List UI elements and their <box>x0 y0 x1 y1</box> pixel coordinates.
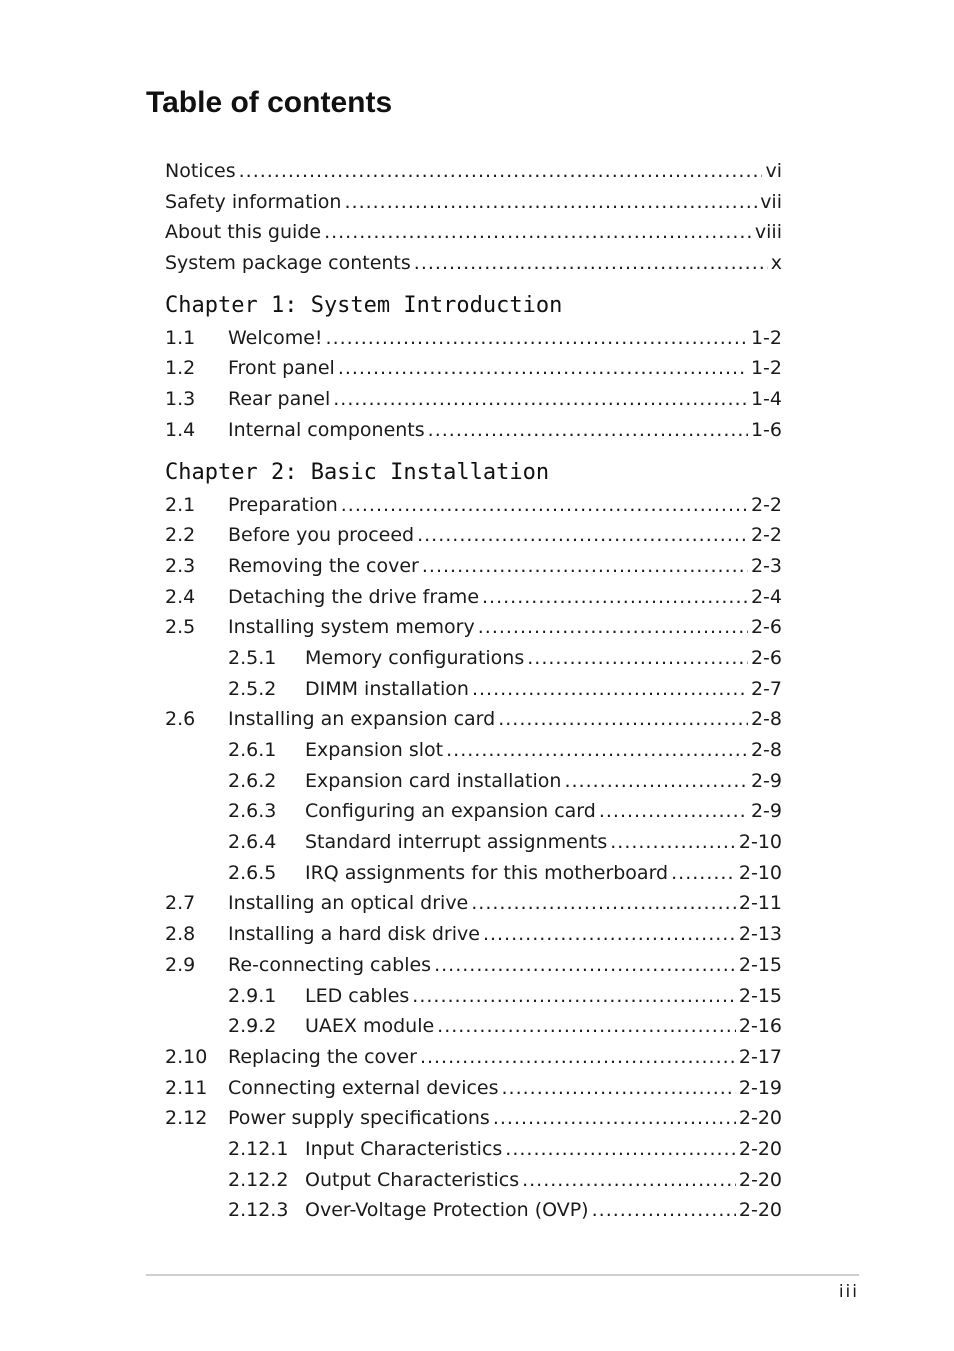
toc-entry-page: 2-8 <box>750 708 782 731</box>
toc-entry[interactable] <box>165 1165 782 1196</box>
toc-entry-title: Over-Voltage Protection (OVP) <box>305 1199 589 1222</box>
toc-entry-title: Internal components <box>228 418 425 441</box>
toc-entry[interactable] <box>165 612 782 643</box>
toc-entry-title: Before you proceed <box>228 524 415 547</box>
toc-entry-page: 2-13 <box>738 923 782 946</box>
toc-entry[interactable] <box>165 248 782 279</box>
toc-entry[interactable] <box>165 582 782 613</box>
toc-entry[interactable] <box>165 1042 782 1073</box>
toc-entry-number: 2.1 <box>165 493 196 516</box>
toc-entry-number: 2.6.4 <box>228 831 277 854</box>
toc-entry-number: 2.5 <box>165 616 196 639</box>
toc-entry-page: 2-2 <box>750 524 782 547</box>
toc-entry-number: 2.4 <box>165 585 196 608</box>
toc-entry-number: 2.8 <box>165 923 196 946</box>
toc-entry[interactable] <box>165 353 782 384</box>
dot-leader <box>671 858 736 889</box>
toc-entry-page: 2-9 <box>750 800 782 823</box>
dot-leader <box>592 1195 736 1226</box>
toc-entry-page: 2-20 <box>738 1199 782 1222</box>
dot-leader <box>610 827 736 858</box>
toc-entry-title: Installing a hard disk drive <box>228 923 480 946</box>
toc-entry-number: 2.6.3 <box>228 800 277 823</box>
toc-entry-number: 2.6.1 <box>228 739 277 761</box>
toc-entry[interactable] <box>165 796 782 827</box>
toc-entry-page: 1-2 <box>750 357 782 380</box>
toc-entry-title: Memory configurations <box>305 646 525 669</box>
table-of-contents <box>165 156 782 1226</box>
toc-entry-title: About this guide <box>165 221 322 244</box>
toc-entry-number: 2.11 <box>165 1076 208 1099</box>
dot-leader <box>428 415 748 446</box>
toc-entry-title: LED cables <box>305 984 410 1007</box>
toc-entry-number: 2.9 <box>165 953 196 976</box>
dot-leader <box>483 919 736 950</box>
toc-entry-page: vii <box>760 190 782 213</box>
toc-entry-number: 2.5.2 <box>228 677 277 700</box>
dot-leader <box>505 1134 736 1165</box>
toc-entry-page: 2-20 <box>738 1137 782 1160</box>
dot-leader <box>239 156 763 187</box>
toc-entry-number: 2.6 <box>165 708 196 731</box>
toc-entry-title: IRQ assignments for this motherboard <box>305 861 669 884</box>
chapter-heading[interactable]: Chapter 1: System Introduction <box>165 292 563 318</box>
toc-entry-title: Standard interrupt assignments <box>305 831 608 854</box>
toc-entry-number: 2.5.1 <box>228 646 277 669</box>
toc-entry-number: 2.3 <box>165 554 196 577</box>
toc-entry-page: 2-3 <box>750 554 782 577</box>
toc-entry-page: 2-7 <box>750 677 782 700</box>
toc-entry[interactable] <box>165 766 782 797</box>
toc-entry[interactable] <box>165 1134 782 1165</box>
toc-entry[interactable] <box>165 858 782 889</box>
toc-entry-page: 2-15 <box>738 984 782 1007</box>
toc-entry-title: Detaching the drive frame <box>228 585 480 608</box>
toc-entry[interactable] <box>165 981 782 1012</box>
toc-entry[interactable] <box>165 643 782 674</box>
toc-entry-page: 2-15 <box>738 953 782 976</box>
toc-entry-title: Installing an expansion card <box>228 708 496 731</box>
toc-entry[interactable] <box>165 704 782 735</box>
toc-entry-title: Expansion card installation <box>305 769 562 792</box>
toc-entry-number: 2.2 <box>165 524 196 547</box>
toc-entry-title: Expansion slot <box>305 739 444 761</box>
dot-leader <box>341 490 748 521</box>
toc-entry[interactable] <box>165 1103 782 1134</box>
toc-entry[interactable] <box>165 1011 782 1042</box>
toc-entry-page: 2-4 <box>750 585 782 608</box>
toc-entry-page: vi <box>765 160 782 182</box>
dot-leader <box>417 520 748 551</box>
toc-entry-number: 2.9.2 <box>228 1015 277 1038</box>
dot-leader <box>599 796 748 827</box>
toc-entry-page: 2-2 <box>750 493 782 516</box>
toc-entry[interactable] <box>165 950 782 981</box>
toc-entry-page: 2-16 <box>738 1015 782 1038</box>
dot-leader <box>333 384 748 415</box>
toc-entry-number: 1.3 <box>165 388 196 411</box>
dot-leader <box>527 643 748 674</box>
toc-entry-page: 2-20 <box>738 1168 782 1191</box>
toc-entry[interactable] <box>165 827 782 858</box>
toc-entry-page: 2-9 <box>750 769 782 792</box>
toc-entry-page: 1-2 <box>750 326 782 349</box>
toc-entry-title: Configuring an expansion card <box>305 800 596 823</box>
toc-entry-page: 2-19 <box>738 1076 782 1099</box>
toc-entry-number: 2.9.1 <box>228 984 277 1007</box>
toc-entry-number: 2.12.1 <box>228 1137 289 1160</box>
toc-entry-title: Removing the cover <box>228 554 419 577</box>
toc-entry-page: 2-6 <box>750 646 782 669</box>
toc-entry[interactable] <box>165 217 782 248</box>
toc-entry-page: 1-4 <box>750 388 782 411</box>
toc-entry-title: Output Characteristics <box>305 1168 520 1191</box>
dot-leader <box>412 981 736 1012</box>
toc-entry-number: 2.10 <box>165 1045 208 1068</box>
dot-leader <box>344 187 757 218</box>
dot-leader <box>338 353 748 384</box>
dot-leader <box>324 217 752 248</box>
toc-entry[interactable] <box>165 735 782 766</box>
dot-leader <box>446 735 748 766</box>
toc-entry-number: 2.6.2 <box>228 769 277 792</box>
dot-leader <box>472 674 748 705</box>
toc-entry-title: Power supply specifications <box>228 1107 490 1130</box>
toc-entry[interactable] <box>165 520 782 551</box>
dot-leader <box>326 323 748 354</box>
dot-leader <box>437 1011 736 1042</box>
toc-entry-page: x <box>770 252 782 275</box>
toc-entry-page: 2-10 <box>738 831 782 854</box>
toc-entry[interactable] <box>165 1195 782 1226</box>
dot-leader <box>482 582 748 613</box>
dot-leader <box>471 888 736 919</box>
dot-leader <box>522 1165 736 1196</box>
toc-entry-title: Installing system memory <box>228 616 475 639</box>
toc-entry[interactable] <box>165 1073 782 1104</box>
toc-entry-title: UAEX module <box>305 1015 435 1038</box>
toc-entry[interactable] <box>165 187 782 218</box>
toc-entry-number: 1.1 <box>165 326 196 349</box>
dot-leader <box>498 704 748 735</box>
toc-entry[interactable] <box>165 415 782 446</box>
toc-entry[interactable] <box>165 156 782 187</box>
dot-leader <box>420 1042 736 1073</box>
dot-leader <box>414 248 768 279</box>
toc-entry-title: Notices <box>165 160 236 182</box>
toc-entry-title: Preparation <box>228 493 338 516</box>
toc-entry[interactable] <box>165 384 782 415</box>
toc-entry-title: Safety information <box>165 190 342 213</box>
toc-entry-number: 2.12 <box>165 1107 208 1130</box>
toc-entry[interactable] <box>165 919 782 950</box>
toc-entry[interactable] <box>165 490 782 521</box>
toc-entry[interactable] <box>165 551 782 582</box>
footer-divider <box>146 1274 859 1276</box>
toc-entry-title: Installing an optical drive <box>228 892 469 915</box>
dot-leader <box>434 950 736 981</box>
toc-entry-number: 2.7 <box>165 892 196 915</box>
toc-entry-title: Re-connecting cables <box>228 953 432 976</box>
toc-entry-title: System package contents <box>165 252 411 275</box>
toc-entry-number: 2.6.5 <box>228 861 277 884</box>
toc-entry-page: 2-8 <box>750 739 782 761</box>
toc-entry-title: Connecting external devices <box>228 1076 499 1099</box>
toc-entry-title: Rear panel <box>228 388 331 411</box>
toc-entry-page: 2-10 <box>738 861 782 884</box>
toc-entry-title: Replacing the cover <box>228 1045 417 1068</box>
toc-entry-page: 1-6 <box>750 418 782 441</box>
toc-entry[interactable] <box>165 323 782 354</box>
toc-entry-number: 1.4 <box>165 418 196 441</box>
toc-entry-number: 2.12.3 <box>228 1199 289 1222</box>
toc-entry-page: 2-11 <box>738 892 782 915</box>
toc-entry-title: Input Characteristics <box>305 1137 503 1160</box>
toc-entry-page: viii <box>754 221 782 244</box>
toc-entry-title: DIMM installation <box>305 677 469 700</box>
dot-leader <box>564 766 747 797</box>
toc-entry-number: 2.12.2 <box>228 1168 289 1191</box>
toc-entry[interactable] <box>165 888 782 919</box>
toc-entry-title: Welcome! <box>228 326 323 349</box>
dot-leader <box>478 612 748 643</box>
toc-entry-page: 2-6 <box>750 616 782 639</box>
dot-leader <box>493 1103 736 1134</box>
page-number: iii <box>838 1282 859 1302</box>
toc-entry-number: 1.2 <box>165 357 196 380</box>
toc-entry-page: 2-17 <box>738 1045 782 1068</box>
toc-entry[interactable] <box>165 674 782 705</box>
dot-leader <box>422 551 748 582</box>
dot-leader <box>502 1073 736 1104</box>
page-title: Table of contents <box>146 86 393 119</box>
chapter-heading[interactable]: Chapter 2: Basic Installation <box>165 459 550 485</box>
toc-entry-page: 2-20 <box>738 1107 782 1130</box>
toc-entry-title: Front panel <box>228 357 335 380</box>
